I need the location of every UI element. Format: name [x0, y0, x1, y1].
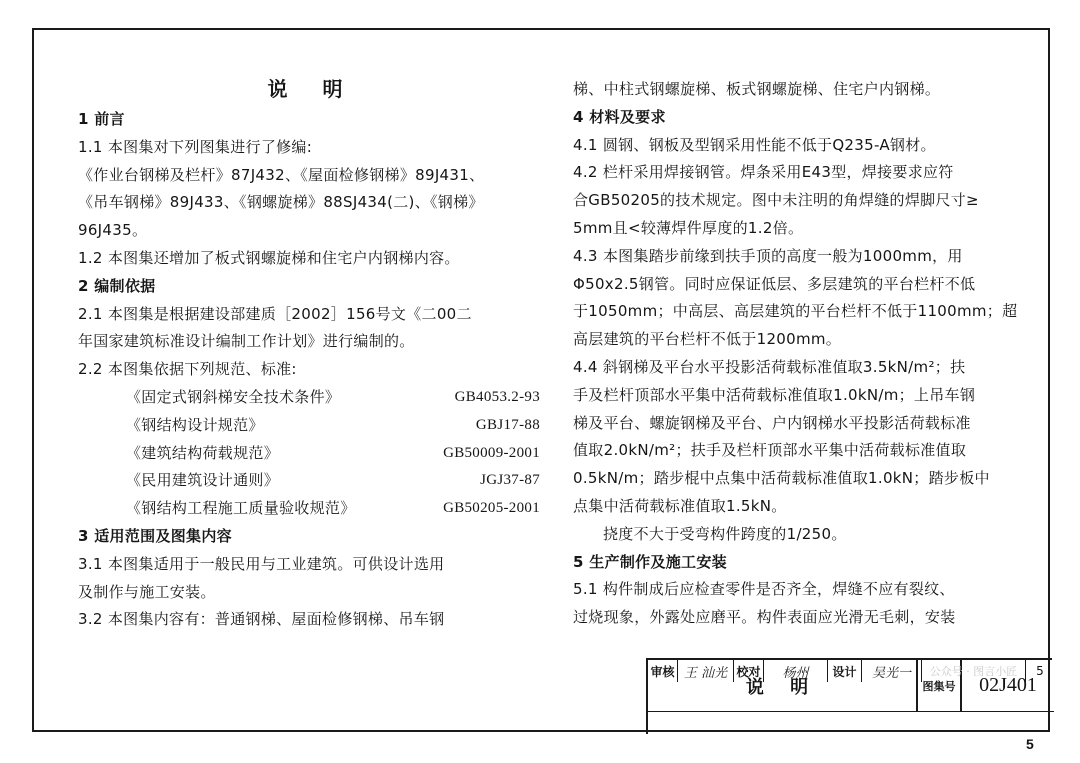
standard-code: GB50205-2001: [443, 500, 540, 517]
text-line: 梯及平台、螺旋钢梯及平台、户内钢梯水平投影活荷载标准: [573, 413, 971, 432]
atlas-number-label: 图集号: [918, 660, 962, 712]
standard-name: 《钢结构设计规范》: [126, 415, 264, 434]
review-signature: 王 汕光: [678, 660, 734, 682]
text-line: 梯、中柱式钢螺旋梯、板式钢螺旋梯、住宅户内钢梯。: [573, 80, 941, 98]
text-line: 4.3 本图集踏步前缘到扶手顶的高度一般为1000mm，用: [573, 246, 963, 265]
text-line: 3.1 本图集适用于一般民用与工业建筑。可供设计选用: [78, 554, 445, 573]
check-label: 校对: [734, 660, 764, 682]
text-line: 4.4 斜钢梯及平台水平投影活荷载标准值取3.5kN/m²；扶: [573, 357, 966, 376]
text-line: 高层建筑的平台栏杆不低于1200mm。: [573, 330, 842, 349]
watermark: 公众号 · 图言小匠: [922, 660, 1026, 682]
design-signature: 吴光一: [862, 660, 922, 682]
standard-row: [78, 495, 546, 523]
left-text-block: [78, 106, 546, 384]
check-signature: 杨州: [764, 660, 828, 682]
signature-row: [648, 660, 1054, 682]
text-line: 2.1 本图集是根据建设部建质［2002］156号文《二00二: [78, 304, 472, 323]
design-label: 设计: [828, 660, 862, 682]
text-line: 挠度不大于受弯构件跨度的1/250。: [603, 524, 847, 543]
standard-name: 《建筑结构荷载规范》: [126, 443, 280, 462]
text-line: 0.5kN/m；踏步棍中点集中活荷载标准值取1.0kN；踏步板中: [573, 469, 990, 488]
right-text-block: [573, 76, 1049, 632]
review-label: 审核: [648, 660, 678, 682]
text-line: 于1050mm；中高层、高层建筑的平台栏杆不低于1100mm；超: [573, 302, 1018, 321]
standard-code: GBJ17-88: [475, 416, 540, 433]
left-text-block-2: [78, 523, 546, 634]
standards-list: [78, 384, 546, 523]
section-heading: 4 材料及要求: [573, 107, 666, 126]
text-line: 1.1 本图集对下列图集进行了修编:: [78, 137, 313, 156]
text-line: 5mm且<较薄焊件厚度的1.2倍。: [573, 218, 804, 237]
text-line: 值取2.0kN/m²；扶手及栏杆顶部水平集中活荷载标准值取: [573, 441, 967, 460]
standard-code: JGJ37-87: [480, 472, 540, 489]
page-cell: 5: [1036, 664, 1044, 678]
text-line: 《吊车钢梯》89J433、《钢螺旋梯》88SJ434(二)、《钢梯》: [78, 193, 484, 212]
right-column: [573, 76, 1049, 632]
text-line: 3.2 本图集内容有：普通钢梯、屋面检修钢梯、吊车钢: [78, 610, 445, 629]
standard-row: [78, 467, 546, 495]
standard-row: [78, 384, 546, 412]
text-line: 年国家建筑标准设计编制工作计划》进行编制的。: [78, 332, 415, 351]
drawing-sheet: [32, 28, 1050, 732]
title-block: [646, 658, 1052, 734]
section-heading: 2 编制依据: [78, 276, 156, 295]
section-heading: 3 适用范围及图集内容: [78, 526, 232, 545]
text-line: 及制作与施工安装。: [78, 582, 216, 601]
left-column: [78, 74, 546, 634]
standard-row: [78, 412, 546, 440]
section-heading: 1 前言: [78, 110, 125, 128]
text-line: 96J435。: [78, 221, 148, 240]
standard-row: [78, 440, 546, 468]
page-title: 说 明: [267, 77, 357, 101]
text-line: 4.2 栏杆采用焊接钢管。焊条采用E43型，焊接要求应符: [573, 163, 954, 182]
standard-name: 《民用建筑设计通则》: [126, 471, 280, 490]
standard-name: 《固定式钢斜梯安全技术条件》: [126, 387, 341, 406]
title-block-title: 说 明: [648, 660, 918, 712]
text-line: 1.2 本图集还增加了板式钢螺旋梯和住宅户内钢梯内容。: [78, 248, 460, 267]
standard-name: 《钢结构工程施工质量验收规范》: [126, 499, 356, 518]
page-number: 5: [1026, 736, 1034, 752]
atlas-number: 02J401: [962, 660, 1054, 712]
standard-code: GB50009-2001: [443, 444, 540, 461]
text-line: 过烧现象，外露处应磨平。构件表面应光滑无毛刺，安装: [573, 608, 956, 627]
text-line: 合GB50205的技术规定。图中未注明的角焊缝的焊脚尺寸≥: [573, 191, 979, 210]
text-line: Φ50x2.5钢管。同时应保证低层、多层建筑的平台栏杆不低: [573, 274, 976, 293]
text-line: 点集中活荷载标准值取1.5kN。: [573, 496, 787, 515]
text-line: 5.1 构件制成后应检查零件是否齐全，焊缝不应有裂纹、: [573, 580, 955, 599]
text-line: 4.1 圆钢、钢板及型钢采用性能不低于Q235-A钢材。: [573, 135, 936, 154]
standard-code: GB4053.2-93: [454, 388, 540, 405]
text-line: 《作业台钢梯及栏杆》87J432、《屋面检修钢梯》89J431、: [78, 165, 485, 184]
text-line: 手及栏杆顶部水平集中活荷载标准值取1.0kN/m；上吊车钢: [573, 385, 976, 404]
text-line: 2.2 本图集依据下列规范、标准:: [78, 360, 297, 379]
section-heading: 5 生产制作及施工安装: [573, 552, 727, 571]
